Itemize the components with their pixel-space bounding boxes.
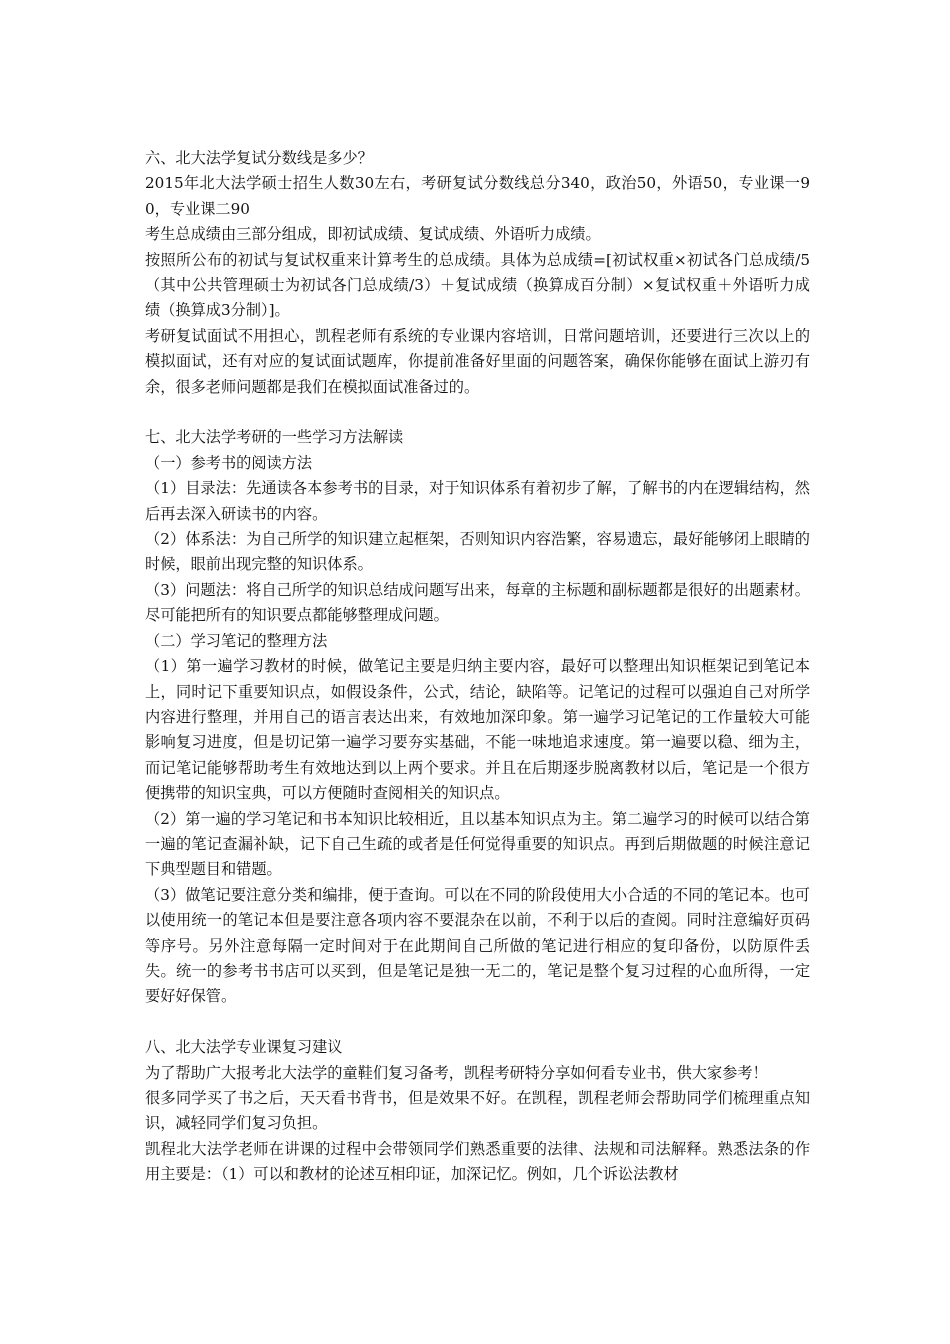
section-seven-heading: 七、北大法学考研的一些学习方法解读 xyxy=(145,428,404,447)
blank-line xyxy=(145,1010,810,1035)
section-seven xyxy=(145,425,810,1009)
document-page xyxy=(145,146,810,1188)
section-six-heading: 六、北大法学复试分数线是多少？ xyxy=(145,149,373,167)
paragraph: 为了帮助广大报考北大法学的童鞋们复习备考，凯程考研特分享如何看专业书，供大家参考！ xyxy=(145,1063,768,1082)
blank-line xyxy=(145,400,810,425)
paragraph: 考研复试面试不用担心，凯程老师有系统的专业课内容培训，日常问题培训，还要进行三次以上的模拟面试，还有对应的复试面试题库，你提前准备好里面的问题答案，确保你能够在面试上游刃有余，很多老师问题都是我们在模拟面试准备过的。 xyxy=(145,326,810,396)
paragraph: （3）问题法：将自己所学的知识总结成问题写出来，每章的主标题和副标题都是很好的出题素材。尽可能把所有的知识要点都能够整理成问题。 xyxy=(145,580,810,625)
section-eight xyxy=(145,1035,810,1187)
paragraph: 按照所公布的初试与复试权重来计算考生的总成绩。具体为总成绩=[初试权重×初试各门总成绩/5（其中公共管理硕士为初试各门总成绩/3）＋复试成绩（换算成百分制）×复试权重＋外语听力成绩（换算成3分制）]。 xyxy=(145,250,810,320)
subheading: （二）学习笔记的整理方法 xyxy=(145,631,328,650)
paragraph: （1）目录法：先通读各本参考书的目录，对于知识体系有着初步了解，了解书的内在逻辑结构，然后再去深入研读书的内容。 xyxy=(145,479,810,523)
paragraph: 2015年北大法学硕士招生人数30左右，考研复试分数线总分340，政治50，外语50，专业课一90，专业课二90 xyxy=(145,174,810,218)
paragraph: 考生总成绩由三部分组成，即初试成绩、复试成绩、外语听力成绩。 xyxy=(145,225,601,244)
paragraph: （2）第一遍的学习笔记和书本知识比较相近，且以基本知识点为主。第二遍学习的时候可以结合第一遍的笔记查漏补缺，记下自己生疏的或者是任何觉得重要的知识点。再到后期做题的时候注意记下典型题目和错题。 xyxy=(145,809,810,879)
paragraph: （2）体系法：为自己所学的知识建立起框架，否则知识内容浩繁，容易遗忘，最好能够闭上眼睛的时候，眼前出现完整的知识体系。 xyxy=(145,530,810,574)
section-six xyxy=(145,146,810,400)
subheading: （一）参考书的阅读方法 xyxy=(145,453,313,472)
paragraph: 很多同学买了书之后，天天看书背书，但是效果不好。在凯程，凯程老师会帮助同学们梳理重点知识，减轻同学们复习负担。 xyxy=(145,1089,810,1133)
paragraph: 凯程北大法学老师在讲课的过程中会带领同学们熟悉重要的法律、法规和司法解释。熟悉法条的作用主要是：（1）可以和教材的论述互相印证，加深记忆。例如，几个诉讼法教材 xyxy=(145,1139,810,1184)
paragraph: （3）做笔记要注意分类和编排，便于查询。可以在不同的阶段使用大小合适的不同的笔记本。也可以使用统一的笔记本但是要注意各项内容不要混杂在以前，不利于以后的查阅。同时注意编好页码等序号。另外注意每隔一定时间对于在此期间自己所做的笔记进行相应的复印备份，以防原件丢失。统一的参考书书店可以买到，但是笔记是独一无二的，笔记是整个复习过程的心血所得，一定要好好保管。 xyxy=(145,885,810,1006)
section-eight-heading: 八、北大法学专业课复习建议 xyxy=(145,1038,343,1057)
paragraph: （1）第一遍学习教材的时候，做笔记主要是归纳主要内容，最好可以整理出知识框架记到笔记本上，同时记下重要知识点，如假设条件，公式，结论，缺陷等。记笔记的过程可以强迫自己对所学内容进行整理，并用自己的语言表达出来，有效地加深印象。第一遍学习记笔记的工作量较大可能影响复习进度，但是切记第一遍学习要夯实基础，不能一味地追求速度。第一遍要以稳、细为主，而记笔记能够帮助考生有效地达到以上两个要求。并且在后期逐步脱离教材以后，笔记是一个很方便携带的知识宝典，可以方便随时查阅相关的知识点。 xyxy=(145,657,810,803)
